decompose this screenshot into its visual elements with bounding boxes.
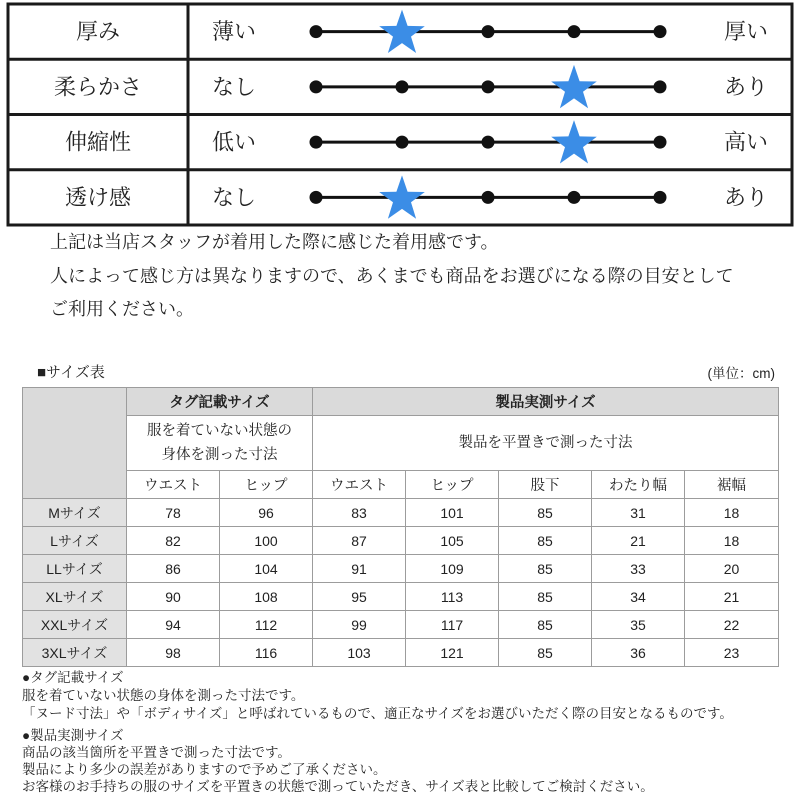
tag-size-header: タグ記載サイズ (127, 388, 313, 416)
size-label: XXLサイズ (23, 611, 127, 639)
scale-dot (310, 80, 323, 93)
footnote-line: お客様のお手持ちの服のサイズを平置きの状態で測っていただき、サイズ表と比較してご検討ください。 (22, 779, 654, 794)
table-cell: 103 (313, 639, 406, 667)
note-line: ご利用ください。 (50, 299, 194, 319)
feel-chart (0, 0, 800, 232)
scale-dot (482, 25, 495, 38)
table-cell: 18 (685, 527, 779, 555)
footnote-heading: ●製品実測サイズ (22, 728, 124, 743)
table-cell: 18 (685, 499, 779, 527)
column-header-inseam: 股下 (499, 471, 592, 499)
table-cell: 85 (499, 527, 592, 555)
feel-row (8, 115, 792, 164)
column-header-thigh-width: わたり幅 (592, 471, 685, 499)
table-cell: 109 (406, 555, 499, 583)
scale-low-label: なし (211, 184, 257, 210)
table-cell: 117 (406, 611, 499, 639)
size-label: Lサイズ (23, 527, 127, 555)
note-line: 人によって感じ方は異なりますので、あくまでも商品をお選びになる際の目安として (50, 265, 734, 286)
scale-high-label: あり (723, 74, 769, 100)
table-cell: 23 (685, 639, 779, 667)
table-cell: 94 (127, 611, 220, 639)
table-cell: 101 (406, 499, 499, 527)
table-cell: 34 (592, 583, 685, 611)
size-table-body (23, 499, 779, 667)
table-cell: 21 (592, 527, 685, 555)
table-cell: 85 (499, 583, 592, 611)
tag-size-desc-line: 服を着ていない状態の (147, 423, 292, 439)
scale-dot (654, 80, 667, 93)
feel-row (8, 59, 792, 108)
star-icon (379, 175, 425, 218)
scale-dot (310, 136, 323, 149)
size-label: 3XLサイズ (23, 639, 127, 667)
table-row (23, 611, 779, 639)
scale-dot (568, 191, 581, 204)
scale-dot (482, 191, 495, 204)
footnote-line: 製品により多少の誤差がありますので予めご了承ください。 (22, 762, 387, 777)
table-cell: 96 (220, 499, 313, 527)
feel-attribute-label: 伸縮性 (64, 129, 132, 155)
group-header-row (23, 388, 779, 416)
table-cell: 33 (592, 555, 685, 583)
table-cell: 78 (127, 499, 220, 527)
unit-label: (単位：cm) (707, 366, 775, 381)
scale-dot (310, 191, 323, 204)
table-cell: 86 (127, 555, 220, 583)
table-cell: 87 (313, 527, 406, 555)
column-header-hem-width: 裾幅 (685, 471, 779, 499)
note-line: 上記は当店スタッフが着用した際に感じた着用感です。 (50, 232, 499, 252)
scale-high-label: 厚い (723, 19, 769, 45)
footnote-tag-size (22, 669, 733, 723)
table-cell: 31 (592, 499, 685, 527)
size-label: XLサイズ (23, 583, 127, 611)
wear-feel-notes (50, 226, 734, 327)
tag-size-description (127, 416, 313, 471)
star-icon (379, 10, 425, 53)
table-cell: 22 (685, 611, 779, 639)
scale-low-label: なし (211, 74, 257, 100)
scale-dot (396, 80, 409, 93)
scale-dot (482, 80, 495, 93)
table-corner-cell (23, 388, 127, 499)
scale-dot (654, 25, 667, 38)
tag-size-desc-line: 身体を測った寸法 (161, 447, 278, 463)
table-row (23, 555, 779, 583)
scale-dot (310, 25, 323, 38)
star-icon (551, 65, 597, 108)
table-cell: 35 (592, 611, 685, 639)
feel-attribute-label: 厚み (75, 19, 121, 45)
footnote-line: 「ヌード寸法」や「ボディサイズ」と呼ばれているもので、適正なサイズをお選びいただく際の目安となるものです。 (22, 706, 733, 721)
table-cell: 108 (220, 583, 313, 611)
feel-row (8, 170, 792, 219)
table-cell: 90 (127, 583, 220, 611)
column-header-hip: ヒップ (406, 471, 499, 499)
description-row (23, 416, 779, 471)
table-cell: 105 (406, 527, 499, 555)
size-table-title: ■サイズ表 (37, 364, 105, 381)
table-cell: 98 (127, 639, 220, 667)
table-cell: 82 (127, 527, 220, 555)
scale-low-label: 薄い (211, 19, 257, 45)
table-cell: 83 (313, 499, 406, 527)
table-cell: 113 (406, 583, 499, 611)
feel-rows (8, 10, 792, 219)
column-header-tag-waist: ウエスト (127, 471, 220, 499)
size-label: LLサイズ (23, 555, 127, 583)
table-row (23, 583, 779, 611)
table-cell: 85 (499, 499, 592, 527)
table-cell: 116 (220, 639, 313, 667)
feel-attribute-label: 柔らかさ (53, 74, 143, 100)
table-cell: 21 (685, 583, 779, 611)
scale-low-label: 低い (211, 129, 257, 155)
table-cell: 85 (499, 611, 592, 639)
table-cell: 20 (685, 555, 779, 583)
actual-size-header: 製品実測サイズ (313, 388, 779, 416)
table-cell: 91 (313, 555, 406, 583)
footnote-line: 服を着ていない状態の身体を測った寸法です。 (22, 688, 305, 703)
feel-attribute-label: 透け感 (64, 184, 132, 210)
actual-size-description: 製品を平置きで測った寸法 (313, 416, 779, 471)
table-row (23, 639, 779, 667)
footnote-line: 商品の該当箇所を平置きで測った寸法です。 (22, 745, 291, 760)
table-cell: 104 (220, 555, 313, 583)
column-header-waist: ウエスト (313, 471, 406, 499)
scale-dot (568, 25, 581, 38)
scale-dot (654, 191, 667, 204)
scale-dot (654, 136, 667, 149)
table-row (23, 527, 779, 555)
table-cell: 99 (313, 611, 406, 639)
table-cell: 36 (592, 639, 685, 667)
footnote-actual-size (22, 727, 654, 795)
table-cell: 112 (220, 611, 313, 639)
scale-high-label: 高い (723, 129, 769, 155)
scale-high-label: あり (723, 184, 769, 210)
feel-row (76, 10, 768, 53)
scale-dot (482, 136, 495, 149)
column-header-tag-hip: ヒップ (220, 471, 313, 499)
table-cell: 121 (406, 639, 499, 667)
table-cell: 100 (220, 527, 313, 555)
table-cell: 85 (499, 555, 592, 583)
scale-dot (396, 136, 409, 149)
column-header-row (23, 471, 779, 499)
table-cell: 95 (313, 583, 406, 611)
size-table (22, 387, 779, 667)
star-icon (551, 120, 597, 163)
size-label: Mサイズ (23, 499, 127, 527)
table-row (23, 499, 779, 527)
footnote-heading: ●タグ記載サイズ (22, 670, 124, 685)
table-cell: 85 (499, 639, 592, 667)
